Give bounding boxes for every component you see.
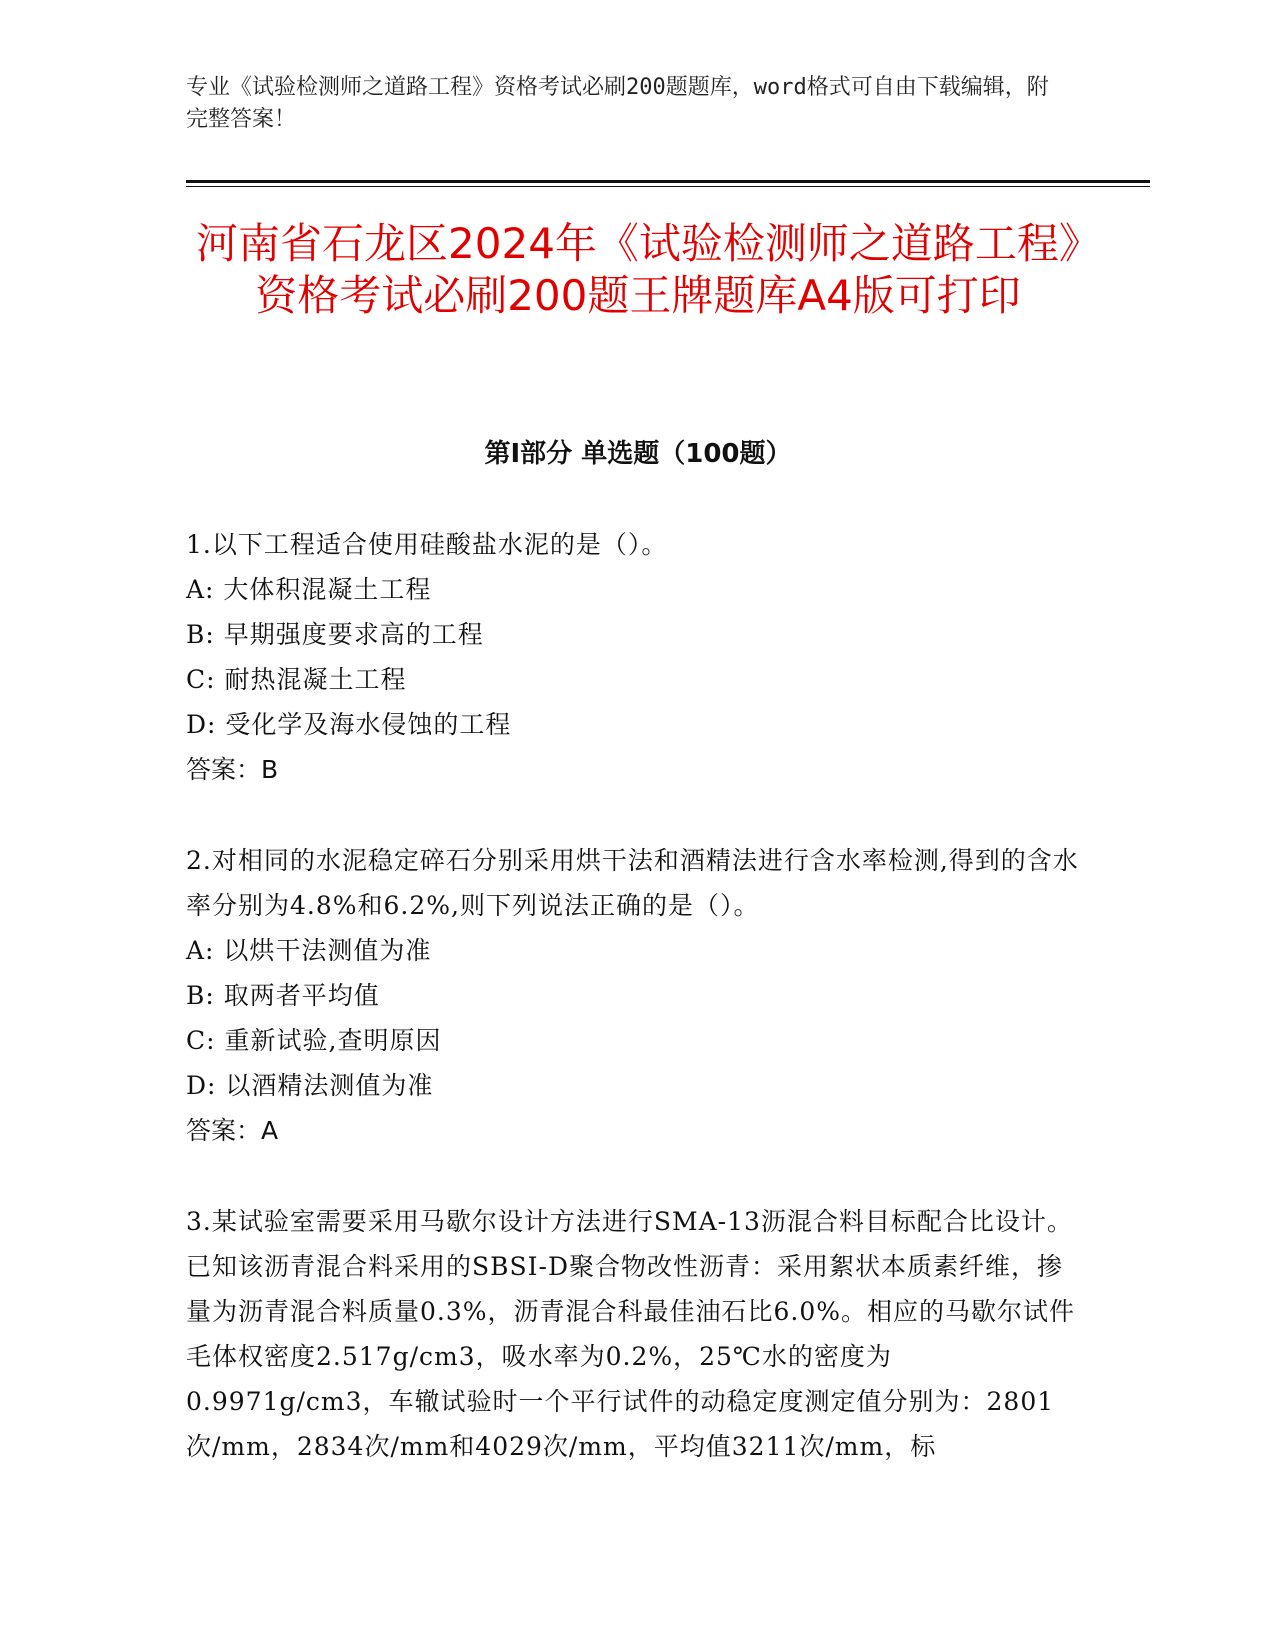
- question-text: 2.对相同的水泥稳定碎石分别采用烘干法和酒精法进行含水率检测,得到的含水率分别为4.8%和6.2%,则下列说法正确的是（）。: [186, 846, 1079, 920]
- header-divider-thick: [186, 180, 1150, 183]
- option-b: B: 早期强度要求高的工程: [186, 620, 484, 649]
- option-c: C: 重新试验,查明原因: [186, 1026, 442, 1055]
- question-2: [186, 838, 1086, 1153]
- question-1: [186, 522, 1086, 792]
- answer: 答案：A: [186, 1116, 279, 1145]
- option-a: A: 以烘干法测值为准: [186, 936, 432, 965]
- section-title: 第Ⅰ部分 单选题（100题）: [484, 439, 792, 469]
- header-divider-thin: [186, 186, 1150, 187]
- header-note: 专业《试验检测师之道路工程》资格考试必刷200题题库，word格式可自由下载编辑，附完整答案！: [186, 75, 1049, 132]
- question-3: [186, 1199, 1086, 1469]
- option-a: A: 大体积混凝土工程: [186, 575, 432, 604]
- option-d: D: 以酒精法测值为准: [186, 1071, 434, 1100]
- option-c: C: 耐热混凝土工程: [186, 665, 407, 694]
- question-list: [186, 522, 1086, 1515]
- question-text: 1.以下工程适合使用硅酸盐水泥的是（）。: [186, 530, 668, 559]
- answer: 答案：B: [186, 755, 279, 784]
- option-b: B: 取两者平均值: [186, 981, 380, 1010]
- document-title: 河南省石龙区2024年《试验检测师之道路工程》资格考试必刷200题王牌题库A4版可打印: [196, 219, 1080, 320]
- option-d: D: 受化学及海水侵蚀的工程: [186, 710, 512, 739]
- question-text: 3.某试验室需要采用马歇尔设计方法进行SMA-13沥混合料目标配合比设计。已知该沥青混合料采用的SBSI-D聚合物改性沥青：采用絮状本质素纤维，掺量为沥青混合料质量0.3%，沥青混合科最佳油石比6.0%。相应的马歇尔试件毛体权密度2.517g/cm3，吸水率为0.2%，25℃水的密度为0.9971g/cm3，车辙试验时一个平行试件的动稳定度测定值分别为：2801次/mm，2834次/mm和4029次/mm，平均值3211次/mm，标: [186, 1207, 1076, 1461]
